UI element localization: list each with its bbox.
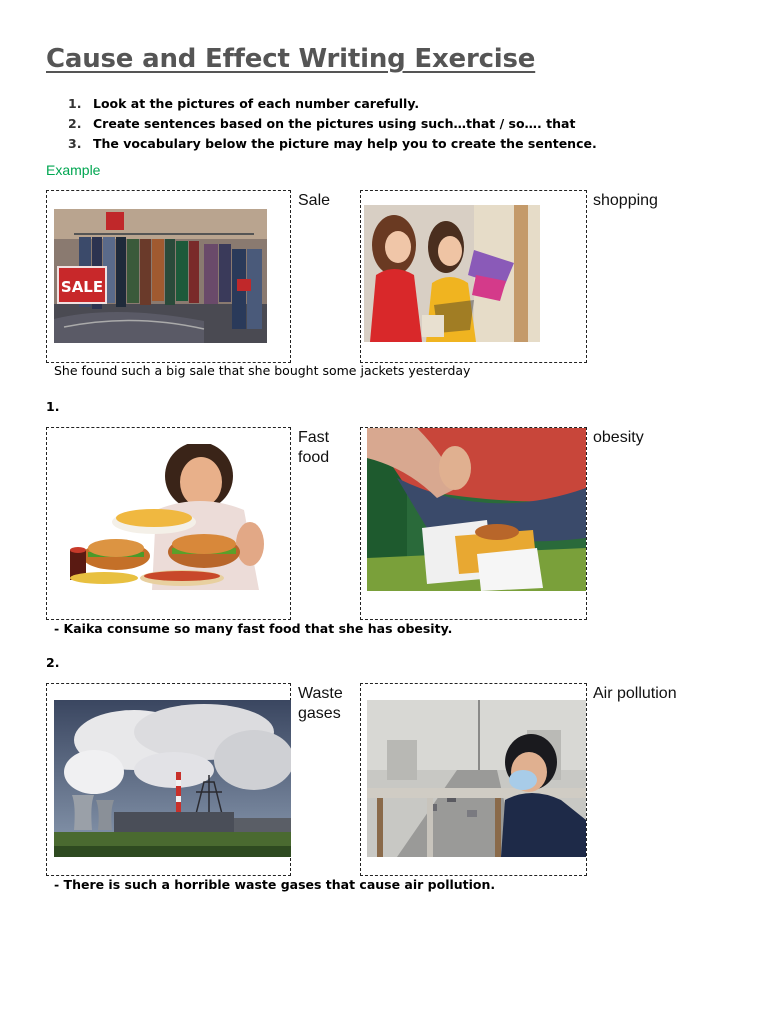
shopping-women-photo: [364, 205, 540, 342]
vocab-sale: Sale: [298, 192, 331, 209]
vocab-waste-gases: Waste gases: [298, 685, 343, 722]
instruction-text: Create sentences based on the pictures using such…that / so…. that: [93, 116, 576, 131]
instructions-list: [68, 94, 597, 154]
vocab-air-pollution: Air pollution: [593, 685, 677, 702]
sale-clothes-photo: [54, 209, 267, 343]
vocab-fast-food: Fast food: [298, 429, 330, 466]
exercise1-sentence: - Kaika consume so many fast food that she has obesity.: [54, 621, 453, 636]
sale-sign-text: SALE: [60, 278, 104, 296]
exercise-number: 1.: [46, 399, 60, 414]
example-label: Example: [46, 162, 101, 178]
instruction-number: 2.: [68, 116, 82, 131]
vocab-obesity: obesity: [593, 429, 644, 446]
instruction-text: Look at the pictures of each number carefully.: [93, 96, 420, 111]
instruction-item: [68, 134, 597, 154]
instruction-item: [68, 94, 597, 114]
air-pollution-boy-photo: [367, 700, 586, 857]
page-title: Cause and Effect Writing Exercise: [46, 44, 536, 74]
instruction-item: [68, 114, 597, 134]
exercise-number: 2.: [46, 655, 60, 670]
example-sentence: She found such a big sale that she bought some jackets yesterday: [54, 363, 471, 378]
instruction-number: 1.: [68, 96, 82, 111]
fast-food-woman-photo: [54, 444, 269, 590]
instruction-text: The vocabulary below the picture may help you to create the sentence.: [93, 136, 597, 151]
factory-smoke-photo: [54, 700, 291, 857]
vocab-shopping: shopping: [593, 192, 658, 209]
exercise2-sentence: - There is such a horrible waste gases that cause air pollution.: [54, 877, 496, 892]
instruction-number: 3.: [68, 136, 82, 151]
obesity-photo: [367, 428, 586, 591]
